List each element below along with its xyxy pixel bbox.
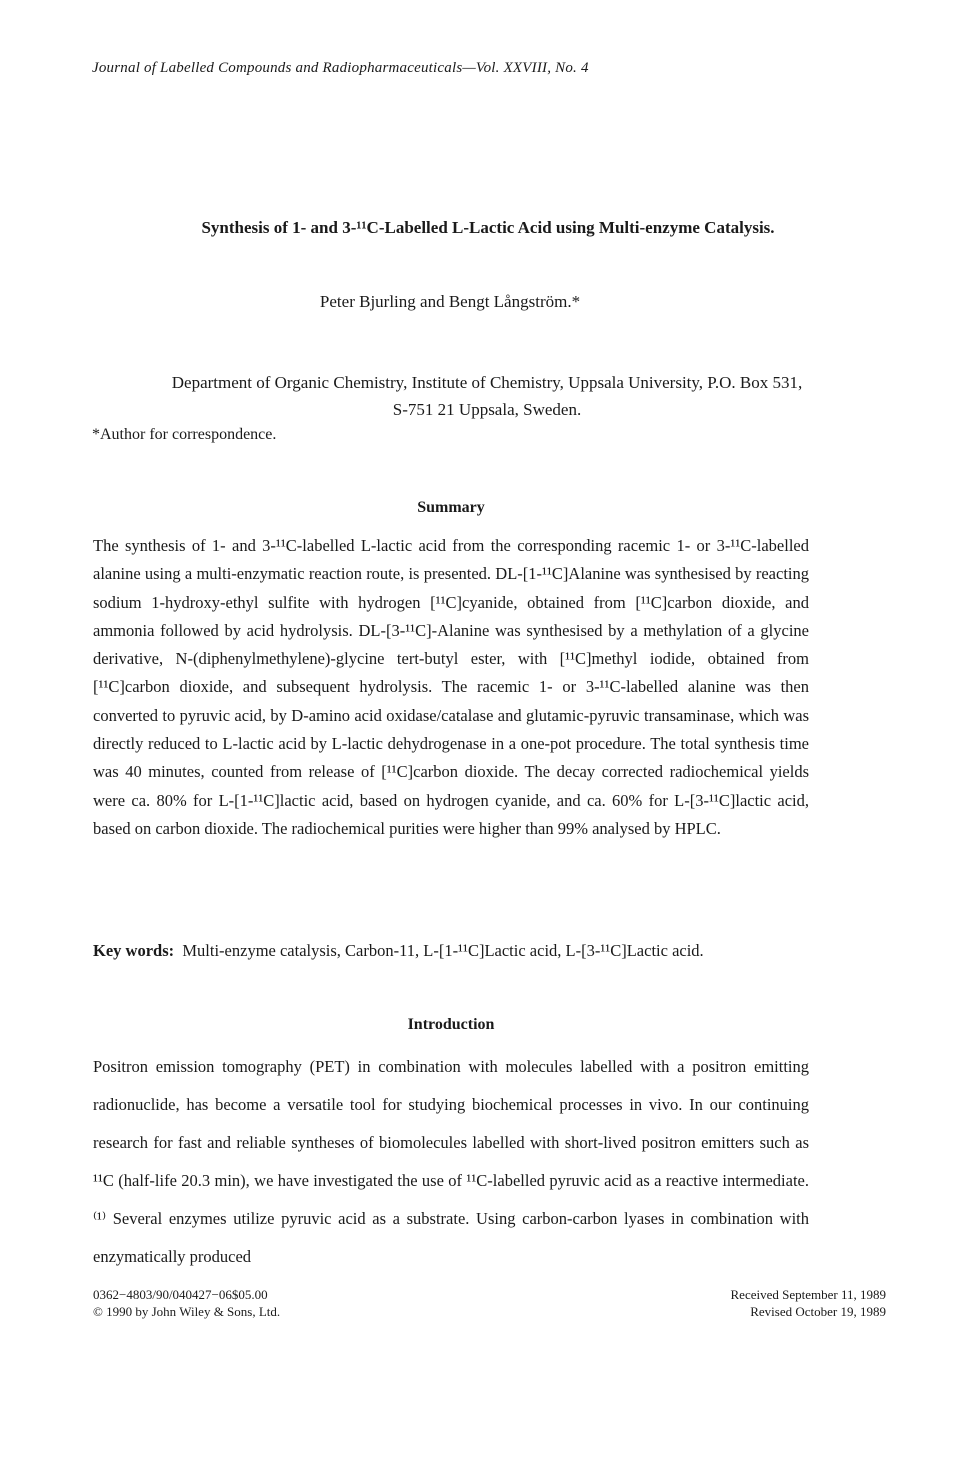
received-date: Received September 11, 1989	[730, 1287, 886, 1302]
keywords-label: Key words:	[93, 941, 175, 960]
affiliation-line-2: S-751 21 Uppsala, Sweden.	[392, 400, 582, 419]
affiliation	[92, 369, 882, 423]
footer-dates	[731, 1286, 886, 1320]
introduction-heading: Introduction	[407, 1016, 495, 1033]
affiliation-line-1: Department of Organic Chemistry, Institute of Chemistry, Uppsala University, P.O. Box 531,	[171, 373, 803, 392]
summary-text: The synthesis of 1- and 3-¹¹C-labelled L-lactic acid from the corresponding racemic 1- or 3-¹¹C-labelled alanine using a multi-enzymatic reaction route, is presented. DL-[1-¹¹C]Alanine was synthesised by reacting sodium 1-hydroxy-ethyl sulfite with hydrogen [¹¹C]cyanide, obtained from [¹¹C]carbon dioxide, and ammonia followed by acid hydrolysis. DL-[3-¹¹C]-Alanine was synthesised by a methylation of a glycine derivative, N-(diphenylmethylene)-glycine tert-butyl ester, with [¹¹C]methyl iodide, obtained from [¹¹C]carbon dioxide, and subsequent hydrolysis. The racemic 1- or 3-¹¹C-labelled alanine was then converted to pyruvic acid, by D-amino acid oxidase/catalase and glutamic-pyruvic transaminase, which was directly reduced to L-lactic acid by L-lactic dehydrogenase in a one-pot procedure. The total synthesis time was 40 minutes, counted from release of [¹¹C]carbon dioxide. The decay corrected radiochemical yields were ca. 80% for L-[1-¹¹C]lactic acid, based on hydrogen cyanide, and ca. 60% for L-[3-¹¹C]lactic acid, based on carbon dioxide. The radiochemical purities were higher than 99% analysed by HPLC.	[93, 536, 809, 838]
keywords	[93, 941, 704, 961]
journal-header: Journal of Labelled Compounds and Radiopharmaceuticals—Vol. XXVIII, No. 4	[92, 60, 589, 76]
footer-publication-info	[93, 1286, 280, 1320]
article-code: 0362−4803/90/040427−06$05.00	[93, 1287, 268, 1302]
correspondence-note: *Author for correspondence.	[92, 426, 277, 443]
copyright: © 1990 by John Wiley & Sons, Ltd.	[93, 1304, 281, 1319]
revised-date: Revised October 19, 1989	[750, 1304, 886, 1319]
author-list: Peter Bjurling and Bengt Långström.*	[319, 292, 581, 311]
summary-heading: Summary	[417, 499, 485, 516]
paper-title: Synthesis of 1- and 3-¹¹C-Labelled L-Lactic Acid using Multi-enzyme Catalysis.	[201, 218, 775, 237]
introduction-text: Positron emission tomography (PET) in combination with molecules labelled with a positron emitting radionuclide, has become a versatile tool for studying biochemical processes in vivo. In our continuing research for fast and reliable syntheses of biomolecules labelled with short-lived positron emitters such as ¹¹C (half-life 20.3 min), we have investigated the use of ¹¹C-labelled pyruvic acid as a reactive intermediate.⁽¹⁾ Several enzymes utilize pyruvic acid as a substrate. Using carbon-carbon lyases in combination with enzymatically produced	[93, 1057, 809, 1266]
keywords-text: Multi-enzyme catalysis, Carbon-11, L-[1-¹¹C]Lactic acid, L-[3-¹¹C]Lactic acid.	[182, 941, 704, 960]
